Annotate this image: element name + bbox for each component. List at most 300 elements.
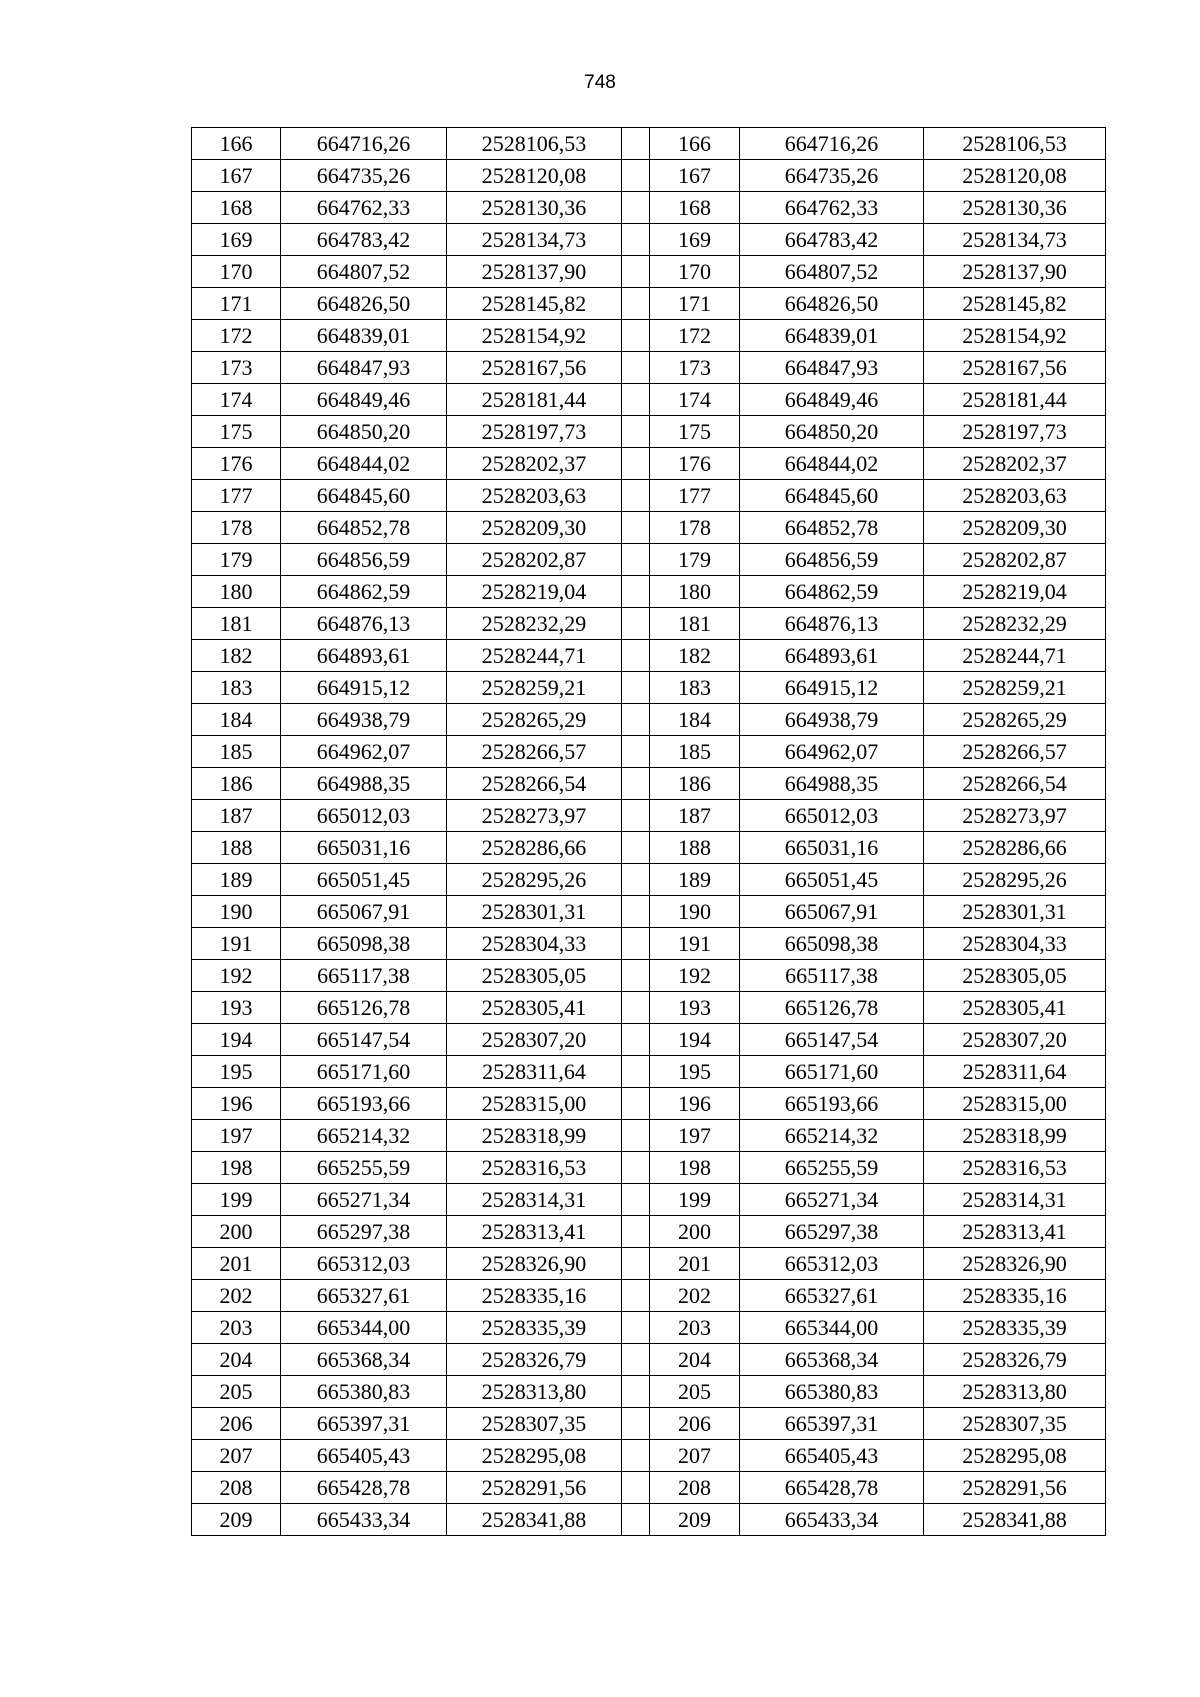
coordinates-table: [191, 127, 1106, 1536]
point-number-cell-duplicate: 188: [650, 832, 740, 864]
table-row: [192, 416, 1106, 448]
y-coordinate-cell-duplicate: 2528273,97: [924, 800, 1106, 832]
table-row: [192, 1312, 1106, 1344]
table-row: [192, 1344, 1106, 1376]
point-number-cell: 169: [192, 224, 281, 256]
point-number-cell-duplicate: 209: [650, 1504, 740, 1536]
table-row: [192, 320, 1106, 352]
spacer-cell: [622, 1024, 650, 1056]
y-coordinate-cell-duplicate: 2528203,63: [924, 480, 1106, 512]
point-number-cell: 180: [192, 576, 281, 608]
x-coordinate-cell: 664847,93: [281, 352, 447, 384]
spacer-cell: [622, 416, 650, 448]
spacer-cell: [622, 480, 650, 512]
x-coordinate-cell-duplicate: 664849,46: [740, 384, 924, 416]
x-coordinate-cell-duplicate: 665117,38: [740, 960, 924, 992]
y-coordinate-cell-duplicate: 2528167,56: [924, 352, 1106, 384]
point-number-cell-duplicate: 205: [650, 1376, 740, 1408]
x-coordinate-cell-duplicate: 664876,13: [740, 608, 924, 640]
point-number-cell-duplicate: 171: [650, 288, 740, 320]
y-coordinate-cell: 2528273,97: [447, 800, 622, 832]
y-coordinate-cell-duplicate: 2528219,04: [924, 576, 1106, 608]
x-coordinate-cell-duplicate: 665098,38: [740, 928, 924, 960]
y-coordinate-cell: 2528203,63: [447, 480, 622, 512]
table-row: [192, 1088, 1106, 1120]
table-row: [192, 928, 1106, 960]
x-coordinate-cell-duplicate: 665380,83: [740, 1376, 924, 1408]
point-number-cell: 176: [192, 448, 281, 480]
y-coordinate-cell-duplicate: 2528326,90: [924, 1248, 1106, 1280]
point-number-cell-duplicate: 170: [650, 256, 740, 288]
point-number-cell-duplicate: 200: [650, 1216, 740, 1248]
x-coordinate-cell-duplicate: 664783,42: [740, 224, 924, 256]
table-row: [192, 512, 1106, 544]
point-number-cell-duplicate: 167: [650, 160, 740, 192]
table-row: [192, 1280, 1106, 1312]
point-number-cell: 190: [192, 896, 281, 928]
point-number-cell: 184: [192, 704, 281, 736]
x-coordinate-cell: 664876,13: [281, 608, 447, 640]
point-number-cell: 171: [192, 288, 281, 320]
spacer-cell: [622, 1312, 650, 1344]
x-coordinate-cell-duplicate: 664862,59: [740, 576, 924, 608]
table-row: [192, 352, 1106, 384]
point-number-cell: 185: [192, 736, 281, 768]
point-number-cell-duplicate: 179: [650, 544, 740, 576]
point-number-cell: 205: [192, 1376, 281, 1408]
point-number-cell-duplicate: 191: [650, 928, 740, 960]
point-number-cell-duplicate: 187: [650, 800, 740, 832]
point-number-cell-duplicate: 182: [650, 640, 740, 672]
y-coordinate-cell: 2528137,90: [447, 256, 622, 288]
x-coordinate-cell-duplicate: 664845,60: [740, 480, 924, 512]
y-coordinate-cell: 2528167,56: [447, 352, 622, 384]
spacer-cell: [622, 864, 650, 896]
point-number-cell-duplicate: 174: [650, 384, 740, 416]
point-number-cell-duplicate: 177: [650, 480, 740, 512]
x-coordinate-cell-duplicate: 665428,78: [740, 1472, 924, 1504]
y-coordinate-cell: 2528313,80: [447, 1376, 622, 1408]
spacer-cell: [622, 1120, 650, 1152]
point-number-cell-duplicate: 203: [650, 1312, 740, 1344]
y-coordinate-cell-duplicate: 2528301,31: [924, 896, 1106, 928]
point-number-cell-duplicate: 169: [650, 224, 740, 256]
y-coordinate-cell-duplicate: 2528295,26: [924, 864, 1106, 896]
x-coordinate-cell-duplicate: 665147,54: [740, 1024, 924, 1056]
x-coordinate-cell: 664826,50: [281, 288, 447, 320]
spacer-cell: [622, 800, 650, 832]
point-number-cell-duplicate: 194: [650, 1024, 740, 1056]
x-coordinate-cell-duplicate: 665344,00: [740, 1312, 924, 1344]
y-coordinate-cell: 2528307,20: [447, 1024, 622, 1056]
point-number-cell-duplicate: 198: [650, 1152, 740, 1184]
spacer-cell: [622, 1088, 650, 1120]
point-number-cell-duplicate: 181: [650, 608, 740, 640]
x-coordinate-cell-duplicate: 665312,03: [740, 1248, 924, 1280]
table-row: [192, 608, 1106, 640]
x-coordinate-cell-duplicate: 664807,52: [740, 256, 924, 288]
table-row: [192, 288, 1106, 320]
x-coordinate-cell-duplicate: 664762,33: [740, 192, 924, 224]
point-number-cell-duplicate: 186: [650, 768, 740, 800]
point-number-cell: 186: [192, 768, 281, 800]
x-coordinate-cell-duplicate: 664844,02: [740, 448, 924, 480]
spacer-cell: [622, 992, 650, 1024]
x-coordinate-cell-duplicate: 664847,93: [740, 352, 924, 384]
y-coordinate-cell-duplicate: 2528313,41: [924, 1216, 1106, 1248]
y-coordinate-cell-duplicate: 2528145,82: [924, 288, 1106, 320]
y-coordinate-cell: 2528313,41: [447, 1216, 622, 1248]
table-row: [192, 896, 1106, 928]
point-number-cell-duplicate: 197: [650, 1120, 740, 1152]
x-coordinate-cell: 665312,03: [281, 1248, 447, 1280]
point-number-cell: 179: [192, 544, 281, 576]
x-coordinate-cell-duplicate: 664893,61: [740, 640, 924, 672]
y-coordinate-cell-duplicate: 2528266,57: [924, 736, 1106, 768]
point-number-cell: 197: [192, 1120, 281, 1152]
y-coordinate-cell-duplicate: 2528315,00: [924, 1088, 1106, 1120]
x-coordinate-cell: 664856,59: [281, 544, 447, 576]
y-coordinate-cell-duplicate: 2528291,56: [924, 1472, 1106, 1504]
point-number-cell: 191: [192, 928, 281, 960]
x-coordinate-cell: 664849,46: [281, 384, 447, 416]
point-number-cell: 172: [192, 320, 281, 352]
point-number-cell: 202: [192, 1280, 281, 1312]
spacer-cell: [622, 256, 650, 288]
x-coordinate-cell: 665327,61: [281, 1280, 447, 1312]
x-coordinate-cell-duplicate: 665214,32: [740, 1120, 924, 1152]
spacer-cell: [622, 448, 650, 480]
y-coordinate-cell: 2528232,29: [447, 608, 622, 640]
spacer-cell: [622, 672, 650, 704]
y-coordinate-cell: 2528305,05: [447, 960, 622, 992]
y-coordinate-cell-duplicate: 2528120,08: [924, 160, 1106, 192]
point-number-cell-duplicate: 185: [650, 736, 740, 768]
table-row: [192, 960, 1106, 992]
x-coordinate-cell-duplicate: 664988,35: [740, 768, 924, 800]
y-coordinate-cell: 2528305,41: [447, 992, 622, 1024]
table-row: [192, 192, 1106, 224]
x-coordinate-cell-duplicate: 665171,60: [740, 1056, 924, 1088]
point-number-cell-duplicate: 168: [650, 192, 740, 224]
point-number-cell: 195: [192, 1056, 281, 1088]
x-coordinate-cell-duplicate: 665397,31: [740, 1408, 924, 1440]
x-coordinate-cell-duplicate: 664716,26: [740, 128, 924, 160]
table-row: [192, 992, 1106, 1024]
y-coordinate-cell: 2528120,08: [447, 160, 622, 192]
y-coordinate-cell-duplicate: 2528305,05: [924, 960, 1106, 992]
y-coordinate-cell: 2528307,35: [447, 1408, 622, 1440]
point-number-cell-duplicate: 173: [650, 352, 740, 384]
table-row: [192, 128, 1106, 160]
x-coordinate-cell-duplicate: 665126,78: [740, 992, 924, 1024]
x-coordinate-cell: 664845,60: [281, 480, 447, 512]
y-coordinate-cell: 2528266,57: [447, 736, 622, 768]
x-coordinate-cell: 664807,52: [281, 256, 447, 288]
x-coordinate-cell-duplicate: 664839,01: [740, 320, 924, 352]
x-coordinate-cell-duplicate: 665067,91: [740, 896, 924, 928]
x-coordinate-cell: 664893,61: [281, 640, 447, 672]
spacer-cell: [622, 1440, 650, 1472]
x-coordinate-cell-duplicate: 665368,34: [740, 1344, 924, 1376]
table-row: [192, 544, 1106, 576]
point-number-cell: 167: [192, 160, 281, 192]
x-coordinate-cell: 665368,34: [281, 1344, 447, 1376]
spacer-cell: [622, 768, 650, 800]
spacer-cell: [622, 1376, 650, 1408]
point-number-cell: 181: [192, 608, 281, 640]
x-coordinate-cell-duplicate: 664962,07: [740, 736, 924, 768]
x-coordinate-cell: 665126,78: [281, 992, 447, 1024]
table-row: [192, 1216, 1106, 1248]
point-number-cell: 204: [192, 1344, 281, 1376]
point-number-cell: 174: [192, 384, 281, 416]
spacer-cell: [622, 1152, 650, 1184]
y-coordinate-cell-duplicate: 2528154,92: [924, 320, 1106, 352]
y-coordinate-cell: 2528314,31: [447, 1184, 622, 1216]
point-number-cell-duplicate: 184: [650, 704, 740, 736]
table-row: [192, 640, 1106, 672]
x-coordinate-cell-duplicate: 664915,12: [740, 672, 924, 704]
spacer-cell: [622, 352, 650, 384]
y-coordinate-cell: 2528202,37: [447, 448, 622, 480]
x-coordinate-cell-duplicate: 665327,61: [740, 1280, 924, 1312]
table-row: [192, 576, 1106, 608]
x-coordinate-cell: 664862,59: [281, 576, 447, 608]
x-coordinate-cell: 665193,66: [281, 1088, 447, 1120]
x-coordinate-cell: 664716,26: [281, 128, 447, 160]
y-coordinate-cell: 2528286,66: [447, 832, 622, 864]
x-coordinate-cell: 664783,42: [281, 224, 447, 256]
point-number-cell-duplicate: 192: [650, 960, 740, 992]
spacer-cell: [622, 608, 650, 640]
y-coordinate-cell: 2528130,36: [447, 192, 622, 224]
x-coordinate-cell: 665031,16: [281, 832, 447, 864]
table-row: [192, 1472, 1106, 1504]
point-number-cell-duplicate: 180: [650, 576, 740, 608]
point-number-cell: 200: [192, 1216, 281, 1248]
point-number-cell-duplicate: 207: [650, 1440, 740, 1472]
x-coordinate-cell-duplicate: 665012,03: [740, 800, 924, 832]
y-coordinate-cell-duplicate: 2528259,21: [924, 672, 1106, 704]
point-number-cell: 178: [192, 512, 281, 544]
point-number-cell: 207: [192, 1440, 281, 1472]
y-coordinate-cell-duplicate: 2528307,35: [924, 1408, 1106, 1440]
spacer-cell: [622, 128, 650, 160]
y-coordinate-cell: 2528197,73: [447, 416, 622, 448]
y-coordinate-cell: 2528259,21: [447, 672, 622, 704]
x-coordinate-cell: 665067,91: [281, 896, 447, 928]
table-row: [192, 1184, 1106, 1216]
point-number-cell: 194: [192, 1024, 281, 1056]
y-coordinate-cell: 2528265,29: [447, 704, 622, 736]
y-coordinate-cell-duplicate: 2528130,36: [924, 192, 1106, 224]
table-row: [192, 1440, 1106, 1472]
point-number-cell: 168: [192, 192, 281, 224]
x-coordinate-cell: 665051,45: [281, 864, 447, 896]
y-coordinate-cell: 2528266,54: [447, 768, 622, 800]
point-number-cell: 201: [192, 1248, 281, 1280]
table-row: [192, 224, 1106, 256]
y-coordinate-cell-duplicate: 2528335,16: [924, 1280, 1106, 1312]
table-row: [192, 1120, 1106, 1152]
y-coordinate-cell: 2528209,30: [447, 512, 622, 544]
y-coordinate-cell-duplicate: 2528313,80: [924, 1376, 1106, 1408]
point-number-cell: 166: [192, 128, 281, 160]
x-coordinate-cell-duplicate: 665433,34: [740, 1504, 924, 1536]
table-row: [192, 384, 1106, 416]
spacer-cell: [622, 704, 650, 736]
y-coordinate-cell-duplicate: 2528295,08: [924, 1440, 1106, 1472]
y-coordinate-cell: 2528335,16: [447, 1280, 622, 1312]
x-coordinate-cell: 664762,33: [281, 192, 447, 224]
y-coordinate-cell-duplicate: 2528232,29: [924, 608, 1106, 640]
point-number-cell: 206: [192, 1408, 281, 1440]
y-coordinate-cell-duplicate: 2528318,99: [924, 1120, 1106, 1152]
y-coordinate-cell-duplicate: 2528335,39: [924, 1312, 1106, 1344]
spacer-cell: [622, 320, 650, 352]
spacer-cell: [622, 1472, 650, 1504]
point-number-cell-duplicate: 202: [650, 1280, 740, 1312]
y-coordinate-cell: 2528145,82: [447, 288, 622, 320]
point-number-cell: 188: [192, 832, 281, 864]
y-coordinate-cell-duplicate: 2528305,41: [924, 992, 1106, 1024]
y-coordinate-cell: 2528202,87: [447, 544, 622, 576]
spacer-cell: [622, 160, 650, 192]
x-coordinate-cell: 665012,03: [281, 800, 447, 832]
spacer-cell: [622, 1504, 650, 1536]
table-row: [192, 704, 1106, 736]
point-number-cell: 192: [192, 960, 281, 992]
table-row: [192, 1056, 1106, 1088]
table-row: [192, 1248, 1106, 1280]
table-row: [192, 736, 1106, 768]
table-row: [192, 160, 1106, 192]
spacer-cell: [622, 960, 650, 992]
x-coordinate-cell: 665297,38: [281, 1216, 447, 1248]
x-coordinate-cell-duplicate: 664850,20: [740, 416, 924, 448]
point-number-cell-duplicate: 193: [650, 992, 740, 1024]
spacer-cell: [622, 576, 650, 608]
spacer-cell: [622, 1280, 650, 1312]
page-number: 748: [584, 72, 616, 93]
x-coordinate-cell: 664839,01: [281, 320, 447, 352]
table-row: [192, 800, 1106, 832]
y-coordinate-cell-duplicate: 2528106,53: [924, 128, 1106, 160]
y-coordinate-cell: 2528295,08: [447, 1440, 622, 1472]
point-number-cell-duplicate: 166: [650, 128, 740, 160]
y-coordinate-cell: 2528301,31: [447, 896, 622, 928]
point-number-cell: 199: [192, 1184, 281, 1216]
point-number-cell-duplicate: 190: [650, 896, 740, 928]
table-row: [192, 480, 1106, 512]
x-coordinate-cell: 665255,59: [281, 1152, 447, 1184]
y-coordinate-cell: 2528291,56: [447, 1472, 622, 1504]
table-row: [192, 672, 1106, 704]
x-coordinate-cell-duplicate: 664938,79: [740, 704, 924, 736]
spacer-cell: [622, 832, 650, 864]
x-coordinate-cell-duplicate: 665193,66: [740, 1088, 924, 1120]
point-number-cell: 170: [192, 256, 281, 288]
x-coordinate-cell: 665117,38: [281, 960, 447, 992]
point-number-cell-duplicate: 183: [650, 672, 740, 704]
point-number-cell-duplicate: 172: [650, 320, 740, 352]
point-number-cell-duplicate: 208: [650, 1472, 740, 1504]
y-coordinate-cell: 2528326,90: [447, 1248, 622, 1280]
y-coordinate-cell-duplicate: 2528266,54: [924, 768, 1106, 800]
x-coordinate-cell: 665397,31: [281, 1408, 447, 1440]
spacer-cell: [622, 544, 650, 576]
y-coordinate-cell: 2528316,53: [447, 1152, 622, 1184]
y-coordinate-cell: 2528335,39: [447, 1312, 622, 1344]
y-coordinate-cell: 2528134,73: [447, 224, 622, 256]
x-coordinate-cell: 665098,38: [281, 928, 447, 960]
x-coordinate-cell: 664962,07: [281, 736, 447, 768]
spacer-cell: [622, 1056, 650, 1088]
point-number-cell: 187: [192, 800, 281, 832]
table-row: [192, 256, 1106, 288]
x-coordinate-cell-duplicate: 664826,50: [740, 288, 924, 320]
spacer-cell: [622, 288, 650, 320]
point-number-cell-duplicate: 178: [650, 512, 740, 544]
x-coordinate-cell: 664938,79: [281, 704, 447, 736]
x-coordinate-cell-duplicate: 665031,16: [740, 832, 924, 864]
x-coordinate-cell: 665214,32: [281, 1120, 447, 1152]
table-row: [192, 1376, 1106, 1408]
y-coordinate-cell-duplicate: 2528341,88: [924, 1504, 1106, 1536]
point-number-cell-duplicate: 195: [650, 1056, 740, 1088]
spacer-cell: [622, 1344, 650, 1376]
spacer-cell: [622, 640, 650, 672]
point-number-cell-duplicate: 199: [650, 1184, 740, 1216]
point-number-cell: 173: [192, 352, 281, 384]
y-coordinate-cell-duplicate: 2528209,30: [924, 512, 1106, 544]
spacer-cell: [622, 1216, 650, 1248]
point-number-cell-duplicate: 201: [650, 1248, 740, 1280]
y-coordinate-cell: 2528106,53: [447, 128, 622, 160]
x-coordinate-cell-duplicate: 665271,34: [740, 1184, 924, 1216]
x-coordinate-cell: 665271,34: [281, 1184, 447, 1216]
point-number-cell: 198: [192, 1152, 281, 1184]
spacer-cell: [622, 896, 650, 928]
x-coordinate-cell: 664735,26: [281, 160, 447, 192]
table-row: [192, 832, 1106, 864]
spacer-cell: [622, 1408, 650, 1440]
x-coordinate-cell: 665405,43: [281, 1440, 447, 1472]
y-coordinate-cell: 2528181,44: [447, 384, 622, 416]
y-coordinate-cell-duplicate: 2528311,64: [924, 1056, 1106, 1088]
y-coordinate-cell: 2528244,71: [447, 640, 622, 672]
spacer-cell: [622, 192, 650, 224]
spacer-cell: [622, 384, 650, 416]
spacer-cell: [622, 736, 650, 768]
x-coordinate-cell: 664915,12: [281, 672, 447, 704]
point-number-cell: 209: [192, 1504, 281, 1536]
y-coordinate-cell: 2528311,64: [447, 1056, 622, 1088]
x-coordinate-cell: 665380,83: [281, 1376, 447, 1408]
point-number-cell: 203: [192, 1312, 281, 1344]
y-coordinate-cell-duplicate: 2528265,29: [924, 704, 1106, 736]
x-coordinate-cell-duplicate: 664852,78: [740, 512, 924, 544]
y-coordinate-cell-duplicate: 2528197,73: [924, 416, 1106, 448]
y-coordinate-cell: 2528341,88: [447, 1504, 622, 1536]
y-coordinate-cell-duplicate: 2528314,31: [924, 1184, 1106, 1216]
table-row: [192, 1152, 1106, 1184]
table-row: [192, 1504, 1106, 1536]
point-number-cell: 189: [192, 864, 281, 896]
spacer-cell: [622, 224, 650, 256]
table-row: [192, 1408, 1106, 1440]
